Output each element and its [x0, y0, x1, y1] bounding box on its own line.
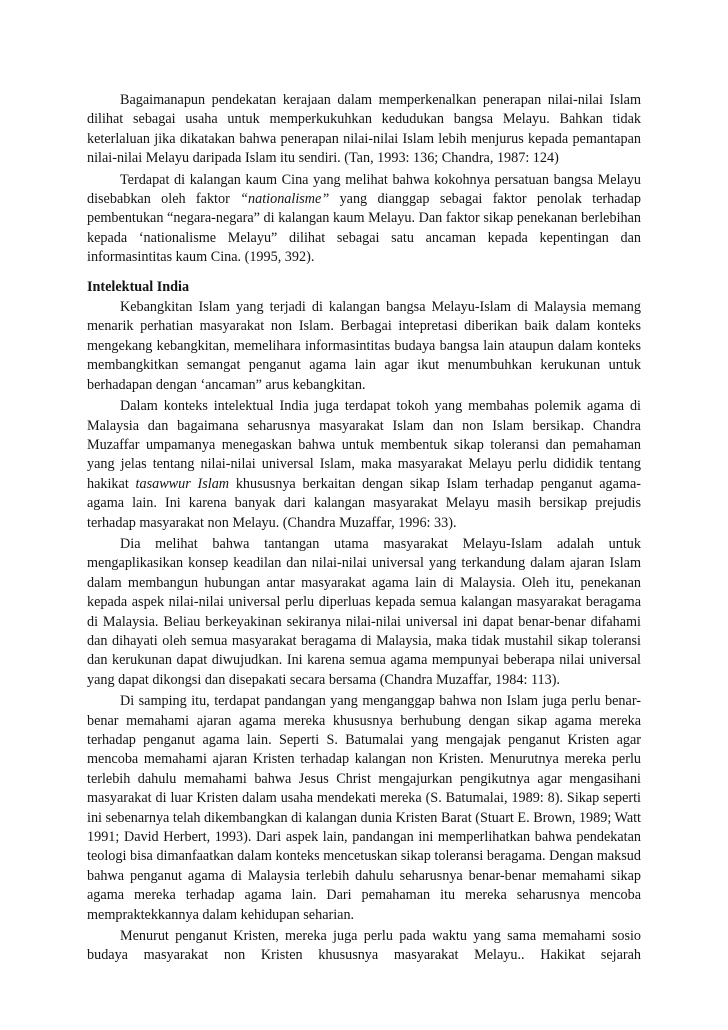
paragraph-3: Kebangkitan Islam yang terjadi di kalangan bangsa Melayu-Islam di Malaysia memang menarik perhatian masyarakat non Islam. Berbagai intepretasi diberikan baik dalam konteks mengekang kebangkitan, memelihara informasintitas budaya bangsa lain ataupun dalam konteks membangkitkan semangat penganut agama lain agar ikut menumbuhkan kerukunan untuk berhadapan dengan ‘ancaman” arus kebangkitan. — [87, 299, 641, 393]
section-heading: Intelektual India — [87, 278, 190, 295]
paragraph-6: Di samping itu, terdapat pandangan yang menganggap bahwa non Islam juga perlu benar-benar memahami ajaran agama mereka khususnya berhubung dengan sikap agama mereka terhadap penganut agama lain. Seperti S. Batumalai yang mengajak penganut Kristen agar mencoba memahami ajaran Kristen terhadap kalangan non Kristen. Menurutnya mereka perlu terlebih dahulu memahami bahwa Jesus Christ mengajurkan pengikutnya agar mengasihani masyarakat di luar Kristen dalam usaha mendekati mereka (S. Batumalai, 1989: 8). Sikap seperti ini sebenarnya telah dikembangkan di kalangan dunia Kristen Barat (Stuart E. Brown, 1989; Watt 1991; David Herbert, 1993). Dari aspek lain, pandangan ini memperlihatkan bahwa pendekatan teologi bisa dimanfaatkan dalam konteks mencetuskan sikap toleransi beragama. Dengan maksud bahwa penganut agama di Malaysia terlebih dahulu seharusnya benar-benar memahami sikap agama mereka terhadap agama lain. Dari pemahaman itu mereka seharusnya mencoba mempraktekkannya dalam kehidupan seharian. — [87, 693, 641, 923]
paragraph-4-text-b: khususnya berkaitan dengan sikap Islam terhadap penganut agama-agama lain. Ini karena banyak dari kalangan masyarakat Melayu masih bersikap prejudis terhadap masyarakat non Melayu. (Chandra Muzaffar, 1996: 33). — [87, 475, 641, 531]
paragraph-5: Dia melihat bahwa tantangan utama masyarakat Melayu-Islam adalah untuk mengaplikasikan konsep keadilan dan nilai-nilai universal yang terkandung dalam ajaran Islam dalam membangun hubungan antar masyarakat agama lain di Malaysia. Oleh itu, penekanan kepada aspek nilai-nilai universal perlu diperluas kepada semua kalangan masyarakat beragama di Malaysia. Beliau berkeyakinan sekiranya nilai-nilai universal ini dapat benar-benar difahami dan dihayati oleh semua masyarakat beragama di Malaysia, maka tidak mustahil sikap toleransi dan kerukunan dapat diwujudkan. Ini karena semua agama mempunyai beberapa nilai universal yang dapat dikongsi dan disepakati secara bersama (Chandra Muzaffar, 1984: 113). — [87, 535, 641, 688]
paragraph-7: Menurut penganut Kristen, mereka juga perlu pada waktu yang sama memahami sosio budaya masyarakat non Kristen khususnya masyarakat Melayu.. Hakikat sejarah — [87, 928, 641, 964]
paragraph-4 — [87, 397, 641, 533]
paragraph-2-text-b: yang dianggap sebagai faktor penolak terhadap pembentukan “negara-negara” di kalangan kaum Melayu. Dan faktor sikap penekanan berlebihan kepada ‘nationalisme Melayu” dilihat sebagai satu ancaman kepada kepentingan dan informasintitas kaum Cina. (1995, 392). — [87, 191, 642, 266]
paragraph-4-text-a: Dalam konteks intelektual India juga terdapat tokoh yang membahas polemik agama di Malaysia dan bagaimana seharusnya masyarakat Islam dan non Islam bersikap. Chandra Muzaffar umpamanya menegaskan bahwa untuk membentuk sikap toleransi dan pemahaman yang jelas tentang nilai-nilai universal Islam, maka masyarakat Melayu perlu dididik tentang hakikat — [87, 398, 641, 492]
paragraph-1: Bagaimanapun pendekatan kerajaan dalam memperkenalkan penerapan nilai-nilai Islam dilihat sebagai usaha untuk memperkukuhkan kedudukan bangsa Melayu. Bahkan tidak keterlaluan jika dikatakan bahwa penerapan nilai-nilai Islam lebih menjurus kepada pemantapan nilai-nilai Melayu daripada Islam itu sendiri. (Tan, 1993: 136; Chandra, 1987: 124) — [87, 92, 641, 167]
paragraph-2-italic: “nationalisme” — [240, 191, 330, 208]
paragraph-2 — [87, 171, 641, 268]
paragraph-2-text-a: Terdapat di kalangan kaum Cina yang melihat bahwa kokohnya persatuan bangsa Melayu disebabkan oleh faktor — [87, 171, 641, 208]
document-page — [87, 91, 641, 966]
paragraph-4-italic: tasawwur Islam — [135, 475, 230, 492]
